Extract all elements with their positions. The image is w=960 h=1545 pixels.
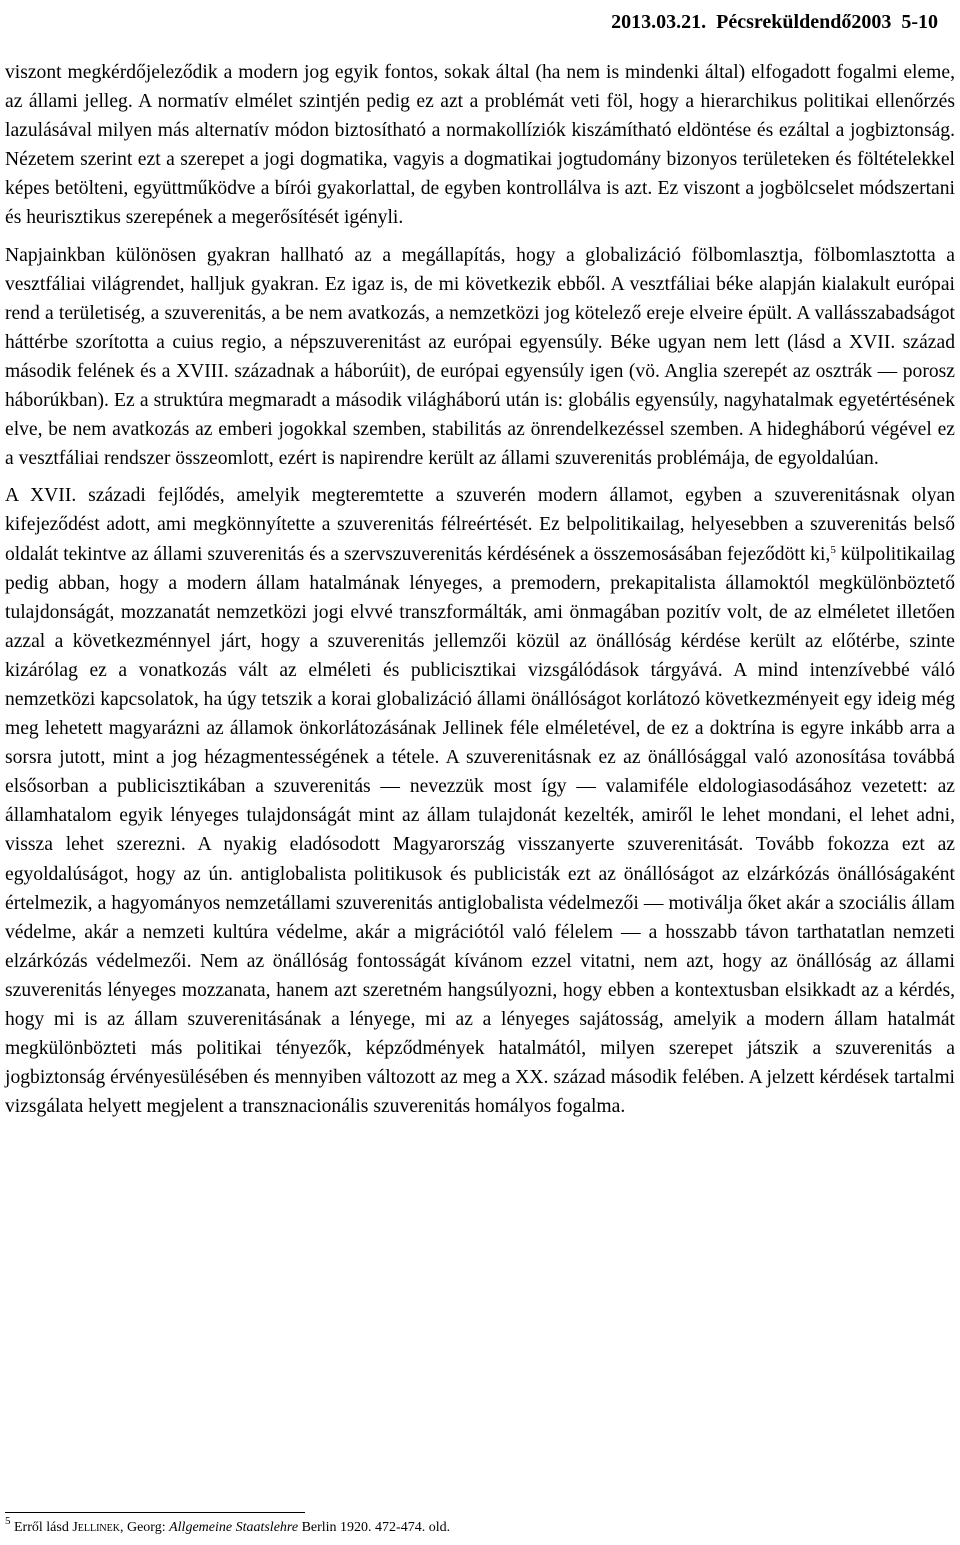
paragraph-3 — [5, 481, 955, 1121]
header-title: Pécsreküldendő2003 — [716, 11, 892, 33]
header-page-range: 5-10 — [901, 11, 938, 33]
footnote — [5, 1515, 451, 1537]
footnote-suffix: Berlin 1920. 472-474. old. — [298, 1520, 451, 1535]
footnote-reference[interactable]: 5 — [830, 543, 836, 556]
footnote-work-title: Allgemeine Staatslehre — [169, 1520, 299, 1535]
footnote-author: Jellinek — [72, 1520, 120, 1535]
footnote-separator — [5, 1512, 305, 1513]
paragraph-2: Napjainkban különösen gyakran hallható az a megállapítás, hogy a globalizáció fölbomlasztja, fölbomlasztotta a vesztfáliai világrendet, halljuk gyakran. Ez igaz is, de mi következik ebből. A vesztfáliai béke alapján kialakult európai rend a területiség, a szuverenitás, a be nem avatkozás, a nemzetközi jog kötelező ereje elveire épült. A vallásszabadságot háttérbe szorította a cuius regio, a népszuverenitást az európai egyensúly. Béke ugyan nem lett (lásd a XVII. század második felének és a XVIII. századnak a háborúit), de európai egyensúly igen (vö. Anglia szerepét az osztrák — porosz háborúkban). Ez a struktúra megmaradt a második világháború után is: globális egyensúly, nagyhatalmak egyetértésének elve, be nem avatkozás az emberi jogokkal szemben, stabilitás az önrendelkezéssel szemben. A hidegháború végével ez a vesztfáliai rendszer összeomlott, ezért is napirendre került az állami szuverenitás problémája, de egyoldalúan. — [5, 244, 955, 470]
paragraph-3-part-2: külpolitikailag pedig abban, hogy a modern állam hatalmának lényeges, a premodern, prekapitalista államoktól megkülönböztető tulajdonságát, mozzanatát nemzetközi jogi elvvé transzformálták, ami önmagában pozitív volt, de az elméletet illetően azzal a következménnyel járt, hogy a szuverenitás jellemzői közül az önállóság kérdése került az előtérbe, szinte kizárólag ez a vonatkozás vált az elméleti és publicisztikai vizsgálódások tárgyává. A mind intenzívebbé váló nemzetközi kapcsolatok, ha úgy tetszik a korai globalizáció állami önállóságot korlátozó következményeit egy ideig még meg lehetett magyarázni az államok önkorlátozásának Jellinek féle elméletével, de ez a doktrína is egyre inkább arra a sorsra jutott, mint a jog hézagmentességének a tétele. A szuverenitásnak ez az önállósággal való azonosítása továbbá elsősorban a publicisztikában a szuverenitás — nevezzük most így — valamiféle eldologiasodásához vezetett: az államhatalom egyik lényeges tulajdonságát mint az állam tulajdonát kezelték, amiről le lehet mondani, el lehet adni, vissza lehet szerezni. A nyakig eladósodott Magyarország visszanyerte szuverenitását. Tovább fokozza ezt az egyoldalúságot, hogy az ún. antiglobalista politikusok és publicisták ezt az önállóságot az elzárkózás önállóságaként értelmezik, a hagyományos nemzetállami szuverenitás antiglobalista védelmezői — motiválja őket akár a szociális állam védelme, akár a nemzeti kultúra védelme, akár a migrációtól való félelem — a hosszabb távon tarthatatlan nemzeti elzárkózás védelmezői. Nem az önállóság fontosságát kívánom ezzel vitatni, nem azt, hogy az önállóság az állami szuverenitás lényeges mozzanata, hanem azt szeretném hangsúlyozni, hogy ebben a kontextusban elsikkadt az a kérdés, hogy mi is az állam szuverenitásának a lényege, mi az a lényeges sajátosság, amelyik a modern állam hatalmát megkülönbözteti más politikai tényezők, képződmények hatalmától, milyen szerepet játszik a szuverenitás a jogbiztonság érvényesülésében és mennyiben változott az meg a XX. század második felében. A jelzett kérdések tartalmi vizsgálata helyett megjelent a transznacionális szuverenitás homályos fogalma. — [5, 543, 956, 1118]
footnote-author-rest: , Georg: — [119, 1520, 170, 1535]
document-body — [5, 58, 955, 1121]
footnote-number: 5 — [5, 1515, 11, 1527]
header-date: 2013.03.21. — [611, 11, 707, 33]
paragraph-1: viszont megkérdőjeleződik a modern jog egyik fontos, sokak által (ha nem is mindenki által) elfogadott fogalmi eleme, az állami jelleg. A normatív elmélet szintjén pedig ez azt a problémát veti föl, hogy a hierarchikus politikai ellenőrzés lazulásával milyen más alternatív módon biztosítható a normakollíziók kiszámítható eldöntése és ezáltal a jogbiztonság. Nézetem szerint ezt a szerepet a jogi dogmatika, vagyis a dogmatikai jogtudomány bizonyos területeken és föltételekkel képes betölteni, együttműködve a bírói gyakorlattal, de egyben kontrollálva is azt. Ez viszont a jogbölcselet módszertani és heurisztikus szerepének a megerősítését igényli. — [5, 62, 955, 229]
footnote-prefix: Erről lásd — [10, 1520, 73, 1535]
page-header — [611, 0, 938, 50]
paragraph-3-part-1: A XVII. századi fejlődés, amelyik megteremtette a szuverén modern államot, egyben a szuverenitásnak olyan kifejeződést adott, ami megkönnyítette a szuverenitás félreértését. Ez belpolitikailag, helyesebben a szuverenitás belső oldalát tekintve az állami szuverenitás és a szervszuverenitás kérdésének a összemosásában fejeződött ki, — [5, 485, 955, 565]
